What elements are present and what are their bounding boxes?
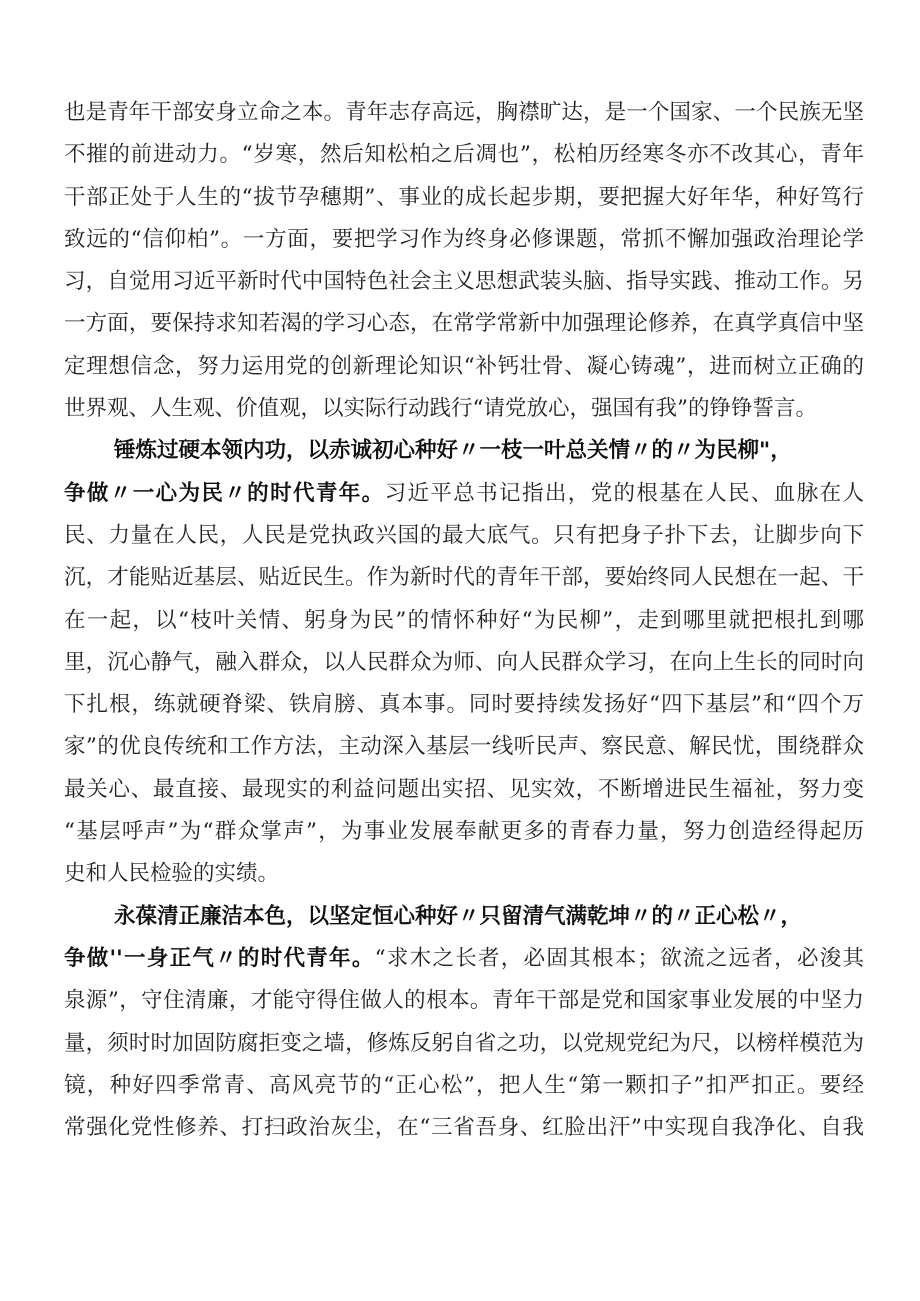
paragraph-line: 里，沉心静气，融入群众，以人民群众为师、向人民群众学习，在向上生长的同时向 <box>64 649 864 675</box>
paragraph-text: “求木之长者，必固其根本；欲流之远者，必浚其 <box>374 945 865 971</box>
document-body <box>64 92 864 1149</box>
paragraph-line: 干部正处于人生的“拔节孕穗期”、事业的成长起步期，要把握大好年华，种好笃行 <box>64 184 864 210</box>
paragraph-line: 一方面，要保持求知若渴的学习心态，在常学常新中加强理论修养，在真学真信中坚 <box>64 311 864 337</box>
paragraph-1 <box>64 92 864 430</box>
section-heading: 锤炼过硬本领内功，以赤诚初心种好〃一枝一叶总关情〃的〃为民柳"， <box>114 438 792 464</box>
paragraph-line: 致远的“信仰柏”。一方面，要把学习作为终身必修课题，常抓不懈加强政治理论学 <box>64 226 864 252</box>
paragraph-2 <box>64 430 864 895</box>
paragraph-line: 镜，种好四季常青、高风亮节的“正心松”，把人生“第一颗扣子”扣严扣正。要经 <box>64 1072 864 1098</box>
paragraph-line <box>64 938 864 980</box>
paragraph-line: 最关心、最直接、最现实的利益问题出实招、见实效，不断增进民生福祉，努力变 <box>64 776 864 802</box>
paragraph-line: 下扎根，练就硬脊梁、铁肩膀、真本事。同时要持续发扬好“四下基层”和“四个万 <box>64 692 864 718</box>
paragraph-line: 史和人民检验的实绩。 <box>64 861 280 887</box>
paragraph-line: 习，自觉用习近平新时代中国特色社会主义思想武装头脑、指导实践、推动工作。另 <box>64 269 864 295</box>
section-heading-continued: 争做''一身正气〃的时代青年。 <box>64 945 375 971</box>
paragraph-line: 民、力量在人民，人民是党执政兴国的最大底气。只有把身子扑下去，让脚步向下 <box>64 522 864 548</box>
paragraph-line: 常强化党性修养、打扫政治灰尘，在“三省吾身、红脸出汗”中实现自我净化、自我 <box>64 1115 864 1141</box>
paragraph-line: 沉，才能贴近基层、贴近民生。作为新时代的青年干部，要始终同人民想在一起、干 <box>64 565 864 591</box>
paragraph-line: “基层呼声”为“群众掌声”，为事业发展奉献更多的青春力量，努力创造经得起历 <box>64 819 864 845</box>
paragraph-line: 世界观、人生观、价值观，以实际行动践行“请党放心，强国有我”的铮铮誓言。 <box>64 396 817 422</box>
paragraph-3 <box>64 896 864 1150</box>
paragraph-line: 定理想信念，努力运用党的创新理论知识“补钙壮骨、凝心铸魂”，进而树立正确的 <box>64 353 864 379</box>
paragraph-line <box>64 473 864 515</box>
section-heading: 永葆清正廉洁本色，以坚定恒心种好〃只留清气满乾坤〃的〃正心松〃， <box>114 903 803 929</box>
paragraph-line: 不摧的前进动力。“岁寒，然后知松柏之后凋也”，松柏历经寒冬亦不改其心，青年 <box>64 142 864 168</box>
paragraph-line: 在一起，以“枝叶关情、躬身为民”的情怀种好“为民柳”，走到哪里就把根扎到哪 <box>64 607 864 633</box>
section-heading-continued: 争做〃一心为民〃的时代青年。 <box>64 480 385 506</box>
paragraph-line: 也是青年干部安身立命之本。青年志存高远，胸襟旷达，是一个国家、一个民族无坚 <box>64 100 864 125</box>
paragraph-line: 泉源”，守住清廉，才能守得住做人的根本。青年干部是党和国家事业发展的中坚力 <box>64 988 864 1014</box>
paragraph-line: 量，须时时加固防腐拒变之墙，修炼反躬自省之功，以党规党纪为尺，以榜样模范为 <box>64 1030 864 1056</box>
paragraph-line: 家”的优良传统和工作方法，主动深入基层一线听民声、察民意、解民忧，围绕群众 <box>64 734 864 760</box>
paragraph-text: 习近平总书记指出，党的根基在人民、血脉在人 <box>384 480 864 506</box>
